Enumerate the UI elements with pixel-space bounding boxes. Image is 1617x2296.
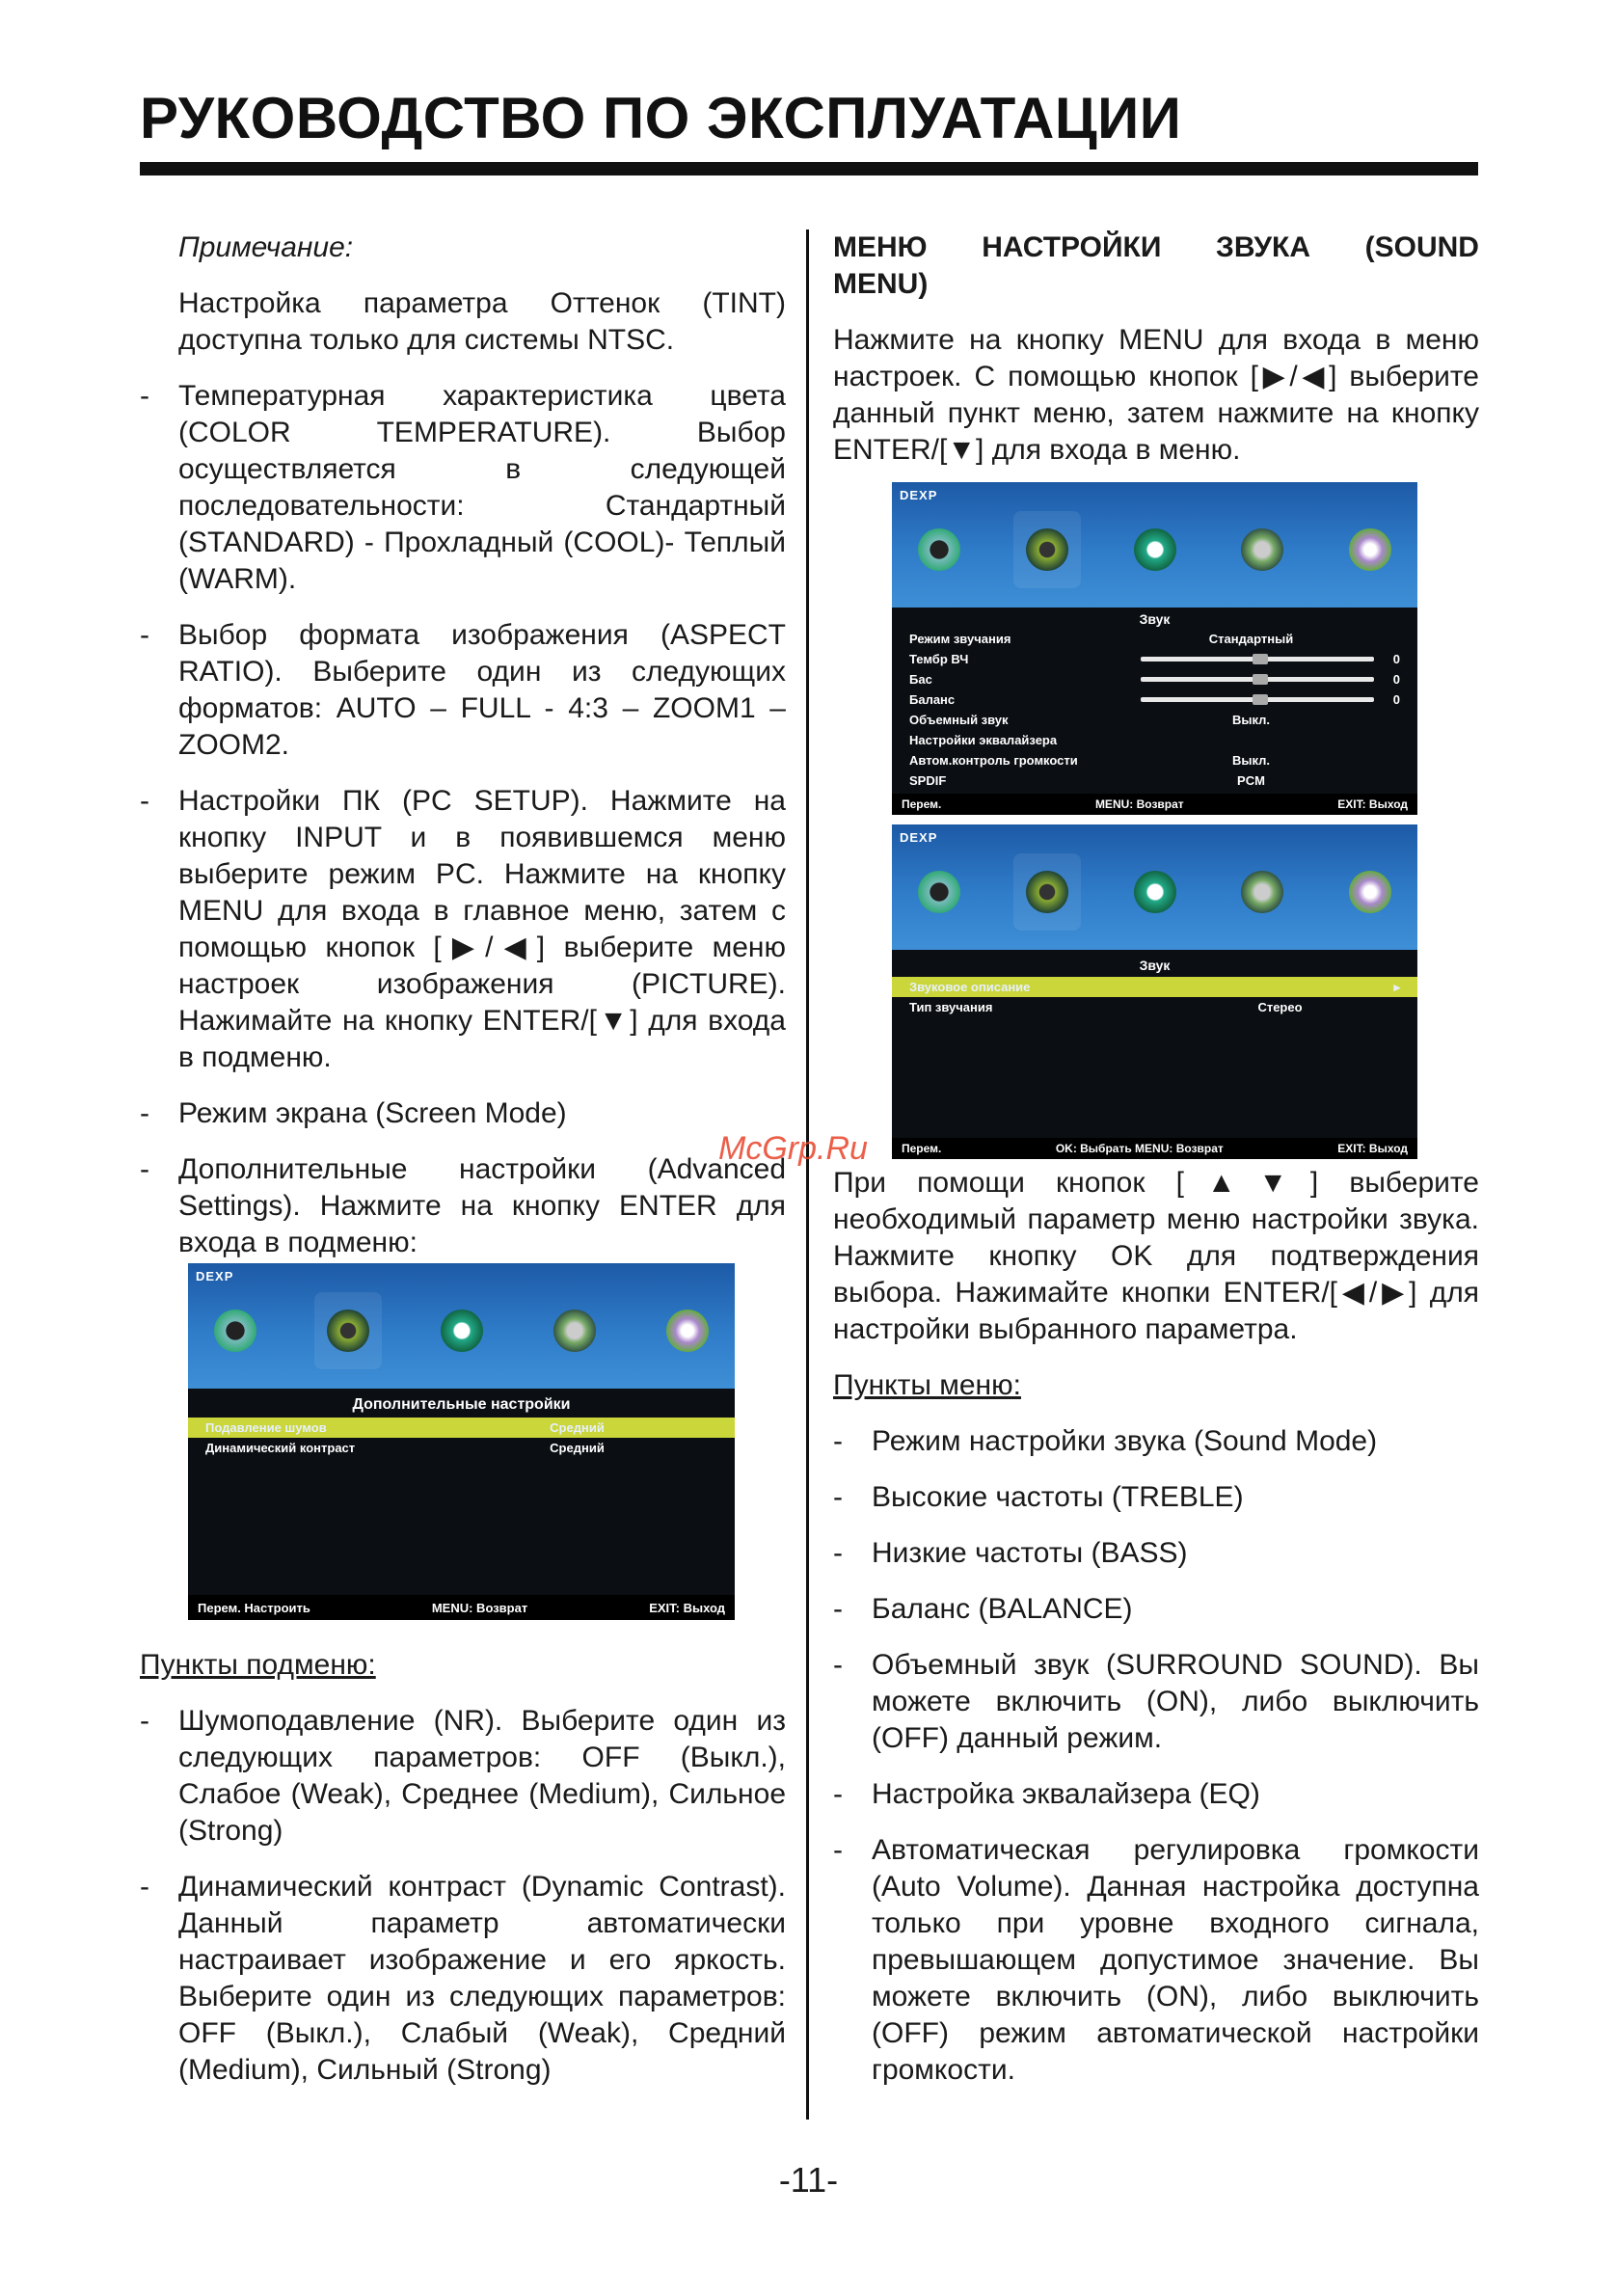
- right-column-lower: [833, 1165, 1479, 2108]
- tv-menu-title: Дополнительные настройки: [352, 1396, 571, 1413]
- list-item: - Режим экрана (Screen Mode): [140, 1095, 786, 1132]
- tv-menu-row[interactable]: Объемный звук Выкл.: [909, 713, 1271, 727]
- bass-slider[interactable]: [1141, 677, 1374, 682]
- arrow-right-icon: ▸: [1393, 980, 1400, 994]
- tv-menu-row[interactable]: Автом.контроль громкости Выкл.: [909, 753, 1271, 768]
- watermark: McGrp.Ru: [718, 1130, 868, 1167]
- tv-menu-row[interactable]: Настройки эквалайзера: [909, 733, 1058, 747]
- page-title: РУКОВОДСТВО ПО ЭКСПЛУАТАЦИИ: [140, 86, 1182, 150]
- list-item: - Температурная характеристика цвета (COLOR TEMPERATURE). Выбор осуществляется в следующей последовательности: Стандартный (STANDARD) - Прохладный (COOL)- Теплый (WARM).: [140, 378, 786, 598]
- dexp-logo: DEXP: [900, 488, 938, 502]
- tv-icon-bar: [892, 482, 1417, 608]
- lock-icon: [541, 1292, 608, 1369]
- tv-menu-row[interactable]: Режим звучания Стандартный: [909, 632, 1294, 646]
- list-item: - Выбор формата изображения (ASPECT RATIO). Выберите один из следующих форматов: AUTO – FULL - 4:3 – ZOOM1 – ZOOM2.: [140, 617, 786, 764]
- tv-footer: Перем. MENU: Возврат EXIT: Выход: [892, 794, 1417, 815]
- page-number: -11-: [778, 2160, 839, 2200]
- list-item: - Режим настройки звука (Sound Mode): [833, 1423, 1479, 1460]
- list-item: - Динамический контраст (Dynamic Contrast). Данный параметр автоматически настраивает изображение и его яркость. Выберите один из следующих параметров: OFF (Выкл.), Слабый (Weak), Средний (Medium), Сильный (Strong): [140, 1869, 786, 2089]
- tv-menu-row[interactable]: Тип звучания Стерео: [909, 1000, 1303, 1014]
- balance-slider[interactable]: [1141, 697, 1374, 702]
- sound-icon: [1013, 511, 1081, 588]
- sound-icon: [314, 1292, 382, 1369]
- submenu-label: Пункты подменю:: [140, 1649, 376, 1681]
- list-item: - Дополнительные настройки (Advanced Settings). Нажмите на кнопку ENTER для входа в подменю:: [140, 1151, 786, 1261]
- left-column-lower: [140, 1647, 786, 2108]
- right-column: [833, 230, 1479, 488]
- list-item: - Настройка эквалайзера (EQ): [833, 1776, 1479, 1813]
- channel-icon: [1121, 511, 1189, 588]
- tv-icon-bar: [892, 824, 1417, 950]
- setup-gear-icon: [1336, 511, 1404, 588]
- dexp-logo: DEXP: [196, 1269, 234, 1283]
- tv-menu-row[interactable]: Баланс 0: [909, 692, 1400, 707]
- list-item: - Настройки ПК (PC SETUP). Нажмите на кнопку INPUT и в появившемся меню выберите режим PC. Нажмите на кнопку MENU для входа в главное меню, затем с помощью кнопок [▶/◀] выберите меню настроек изображения (PICTURE). Нажимайте на кнопку ENTER/[▼] для входа в подменю.: [140, 783, 786, 1076]
- column-divider: [806, 230, 809, 2120]
- treble-slider[interactable]: [1141, 657, 1374, 662]
- setup-gear-icon: [654, 1292, 721, 1369]
- list-item: - Автоматическая регулировка громкости (Auto Volume). Данная настройка доступна только при уровне входного сигнала, превышающем допустимое значение. Вы можете включить (ON), либо выключить (OFF) режим автоматической настройки громкости.: [833, 1832, 1479, 2089]
- tv-menu-row[interactable]: Тембр ВЧ 0: [909, 652, 1400, 666]
- tv-menu-title: Звук: [1139, 958, 1171, 973]
- channel-icon: [428, 1292, 496, 1369]
- channel-icon: [1121, 853, 1189, 931]
- section-heading: МЕНЮ НАСТРОЙКИ ЗВУКА (SOUND: [833, 231, 1479, 263]
- tv-footer: Перем. OK: Выбрать MENU: Возврат EXIT: Выход: [892, 1138, 1417, 1159]
- tv-sound-menu-screenshot: [892, 482, 1417, 815]
- section-heading-line2: MENU): [833, 268, 929, 300]
- list-item: - Баланс (BALANCE): [833, 1591, 1479, 1628]
- intro-text: Нажмите на кнопку MENU для входа в меню настроек. С помощью кнопок [▶/◀] выберите данный пункт меню, затем нажмите на кнопку ENTER/[▼] для входа в меню.: [833, 324, 1479, 466]
- setup-gear-icon: [1336, 853, 1404, 931]
- dexp-logo: DEXP: [900, 830, 938, 845]
- tv-sound-submenu-screenshot: [892, 824, 1417, 1159]
- picture-icon: [202, 1292, 269, 1369]
- tv-advanced-settings-screenshot: [188, 1263, 735, 1620]
- after-tv-text: При помощи кнопок [▲▼] выберите необходимый параметр меню настройки звука. Нажмите кнопку OK для подтверждения выбора. Нажимайте кнопки ENTER/[◀/▶] для настройки выбранного параметра.: [833, 1167, 1479, 1345]
- tv-menu-row[interactable]: SPDIF PCM: [909, 773, 1265, 788]
- lock-icon: [1228, 511, 1296, 588]
- title-rule: [140, 162, 1478, 176]
- note-label: Примечание:: [178, 231, 354, 263]
- picture-icon: [905, 853, 973, 931]
- tv-menu-row[interactable]: Бас 0: [909, 672, 1400, 687]
- left-column: [140, 230, 786, 1281]
- tv-menu-row[interactable]: Динамический контраст Средний: [205, 1441, 605, 1455]
- tv-icon-bar: [188, 1263, 735, 1389]
- menu-items-label: Пункты меню:: [833, 1369, 1021, 1401]
- tv-menu-title: Звук: [1139, 611, 1171, 627]
- tv-menu-row[interactable]: Подавление шумов Средний: [188, 1418, 735, 1438]
- sound-icon: [1013, 853, 1081, 931]
- lock-icon: [1228, 853, 1296, 931]
- tv-menu-row[interactable]: Звуковое описание ▸: [892, 977, 1417, 997]
- list-item: - Шумоподавление (NR). Выберите один из следующих параметров: OFF (Выкл.), Слабое (Weak), Среднее (Medium), Сильное (Strong): [140, 1703, 786, 1850]
- picture-icon: [905, 511, 973, 588]
- note-text: Настройка параметра Оттенок (TINT) доступна только для системы NTSC.: [178, 287, 786, 356]
- list-item: - Объемный звук (SURROUND SOUND). Вы можете включить (ON), либо выключить (OFF) данный режим.: [833, 1647, 1479, 1757]
- list-item: - Низкие частоты (BASS): [833, 1535, 1479, 1572]
- tv-footer: Перем. Настроить MENU: Возврат EXIT: Выход: [188, 1595, 735, 1620]
- list-item: - Высокие частоты (TREBLE): [833, 1479, 1479, 1516]
